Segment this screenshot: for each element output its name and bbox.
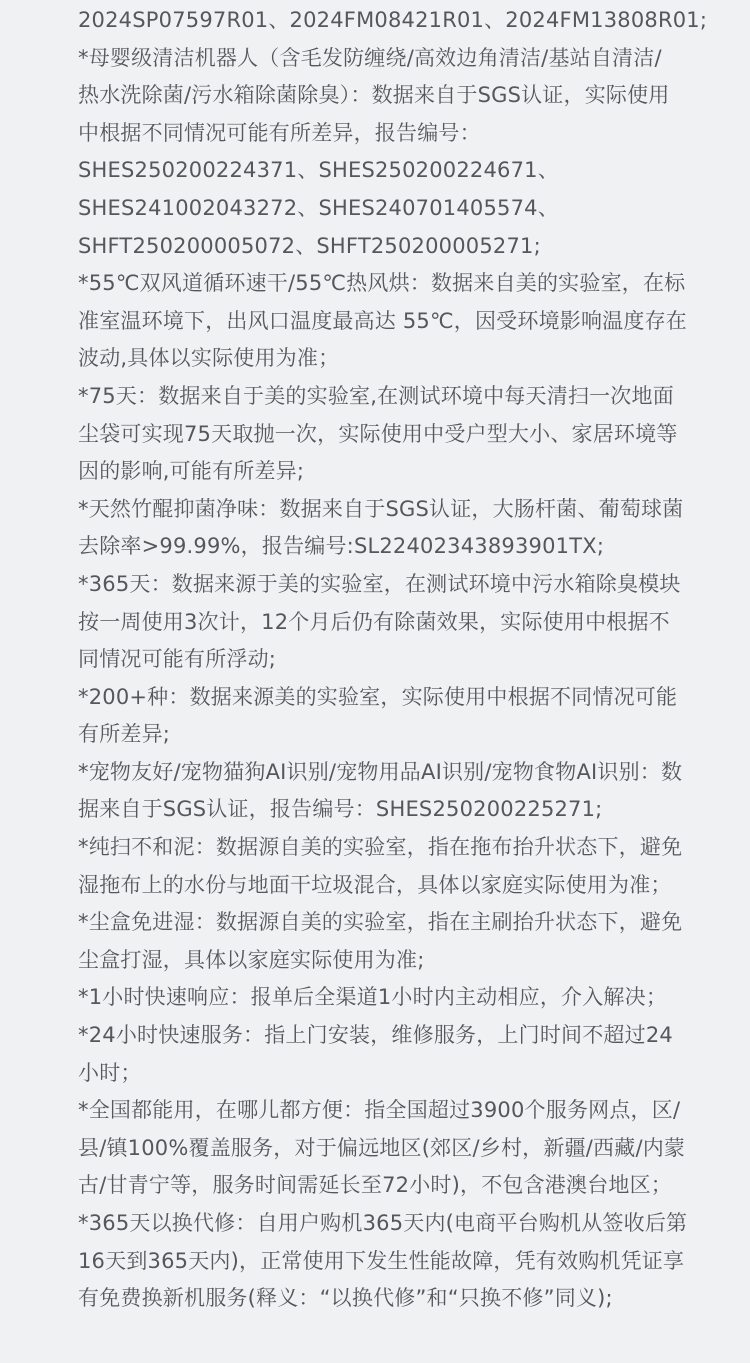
disclaimer-item	[78, 378, 680, 491]
disclaimer-line: *1小时快速响应：报单后全渠道1小时内主动相应，介入解决；	[78, 985, 668, 1010]
disclaimer-line: SHES241002043272、SHES240701405574、	[78, 195, 559, 220]
disclaimer-line: 2024SP07597R01、2024FM08421R01、2024FM13808R01;	[78, 8, 708, 32]
disclaimer-line: 尘袋可实现75天取抛一次，实际使用中受户型大小、家居环境等	[78, 421, 678, 446]
disclaimer-line: *55℃双风道循环速干/55℃热风烘：数据来自美的实验室，在标	[78, 271, 686, 296]
disclaimer-line: *宠物友好/宠物猫狗AI识别/宠物用品AI识别/宠物食物AI识别：数	[78, 759, 683, 784]
disclaimer-line: *天然竹醌抑菌净味：数据来自于SGS认证，大肠杆菌、葡萄球菌	[78, 496, 684, 521]
disclaimer-line: 按一周使用3次计，12个月后仍有除菌效果，实际使用中根据不	[78, 609, 670, 634]
disclaimer-line: *75天：数据来自于美的实验室,在测试环境中每天清扫一次地面	[78, 383, 674, 408]
disclaimer-line: 古/甘青宁等，服务时间需延长至72小时)，不包含港澳台地区；	[78, 1173, 672, 1198]
disclaimer-item	[78, 265, 687, 378]
disclaimer-line: *365天以换代修：自用户购机365天内(电商平台购机从签收后第	[78, 1211, 688, 1235]
disclaimer-line: *365天：数据来源于美的实验室，在测试环境中污水箱除臭模块	[78, 571, 681, 596]
disclaimer-item	[78, 2, 708, 40]
disclaimer-item	[78, 979, 680, 1017]
disclaimer-line: 湿拖布上的水份与地面干垃圾混合，具体以家庭实际使用为准；	[78, 872, 672, 897]
disclaimer-item	[78, 1092, 686, 1205]
disclaimer-line: 尘盒打湿，具体以家庭实际使用为准;	[78, 947, 425, 972]
disclaimer-line: SHFT250200005072、SHFT250200005271;	[78, 233, 541, 258]
disclaimer-line: 据来自于SGS认证，报告编号：SHES250200225271;	[78, 797, 603, 822]
disclaimer-line: *200+种：数据来源美的实验室，实际使用中根据不同情况可能	[78, 684, 678, 709]
disclaimer-item	[78, 40, 680, 266]
disclaimer-item	[78, 566, 680, 679]
disclaimer-line: 中根据不同情况可能有所差异，报告编号：	[78, 120, 481, 145]
disclaimer-item	[78, 904, 683, 979]
disclaimer-line: *纯扫不和泥：数据源自美的实验室，指在拖布抬升状态下，避免	[78, 835, 683, 860]
disclaimer-item	[78, 829, 683, 904]
disclaimer-line: 有免费换新机服务(释义：“以换代修”和“只换不修”同义);	[78, 1286, 613, 1311]
disclaimer-line: 小时；	[78, 1060, 142, 1085]
disclaimer-item	[78, 1205, 688, 1318]
disclaimer-line: *全国都能用，在哪儿都方便：指全国超过3900个服务网点，区/	[78, 1098, 681, 1123]
disclaimer-line: 有所差异;	[78, 722, 171, 747]
disclaimer-line: SHES250200224371、SHES250200224671、	[78, 158, 559, 183]
disclaimer-line: 去除率>99.99%，报告编号:SL22402343893901TX;	[78, 534, 605, 559]
disclaimer-line: 县/镇100%覆盖服务，对于偏远地区(郊区/乡村，新疆/西藏/内蒙	[78, 1135, 686, 1160]
disclaimer-line: *24小时快速服务：指上门安装，维修服务，上门时间不超过24	[78, 1023, 673, 1048]
disclaimer-line: *尘盒免进湿：数据源自美的实验室，指在主刷抬升状态下，避免	[78, 910, 683, 935]
disclaimer-item	[78, 754, 683, 829]
disclaimer-line: 16天到365天内)，正常使用下发生性能故障，凭有效购机凭证享	[78, 1248, 685, 1273]
disclaimer-line: 因的影响,可能有所差异;	[78, 459, 305, 484]
disclaimer-line: 准室温环境下，出风口温度最高达 55℃，因受环境影响温度存在	[78, 308, 687, 333]
disclaimer-item	[78, 679, 680, 754]
disclaimer-line: 热水洗除菌/污水箱除菌除臭）：数据来自于SGS认证，实际使用	[78, 83, 670, 108]
disclaimer-item	[78, 1017, 680, 1092]
disclaimer-line: 同情况可能有所浮动;	[78, 647, 277, 672]
disclaimer-item	[78, 491, 684, 566]
disclaimer-line: 波动,具体以实际使用为准；	[78, 346, 340, 371]
disclaimer-line: *母婴级清洁机器人（含毛发防缠绕/高效边角清洁/基站自清洁/	[78, 45, 662, 70]
